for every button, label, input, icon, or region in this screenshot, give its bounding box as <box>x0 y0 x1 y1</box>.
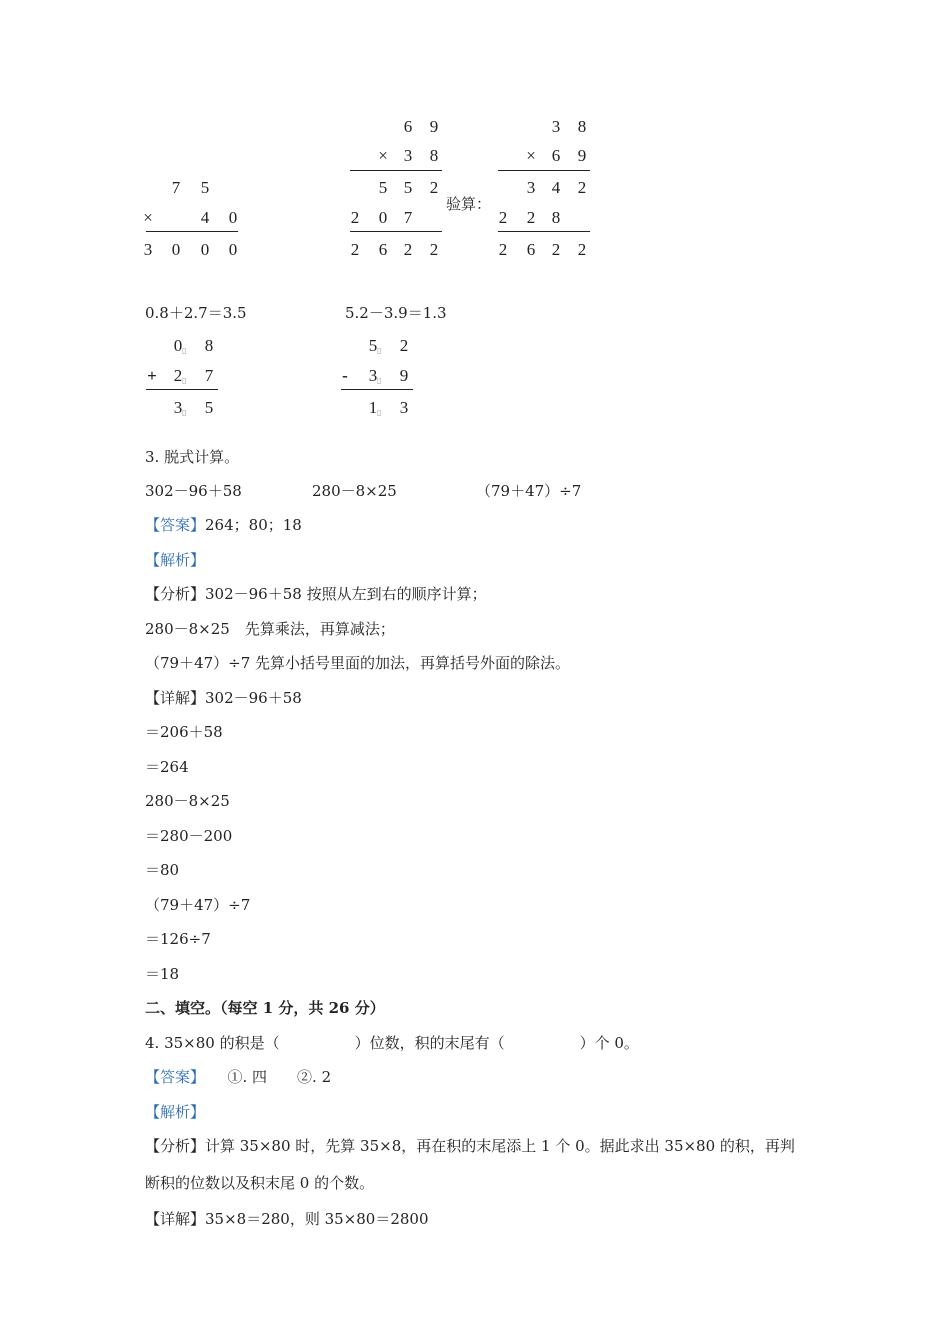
q4-answer: ①. 四 ②. 2 <box>197 1068 332 1086</box>
digit: 3 <box>173 398 183 417</box>
digit: 0 <box>200 240 210 259</box>
q3-detail-line: ＝18 <box>145 965 180 983</box>
rule-line <box>350 170 442 171</box>
digit: 0 <box>228 240 238 259</box>
operator: × <box>526 146 536 165</box>
rule-line <box>146 389 218 390</box>
decimal-point: ▯ <box>182 346 187 355</box>
digit: 7 <box>204 366 214 385</box>
digit: 8 <box>577 117 587 136</box>
q3-detail-line: ＝280－200 <box>145 827 233 845</box>
digit: 2 <box>577 240 587 259</box>
answer-tag: 【答案】 <box>145 1068 198 1086</box>
question-4: 4. 35×80 的积是（ ）位数，积的末尾有（ ）个 0。 <box>145 1034 639 1052</box>
decimal-point: ▯ <box>377 408 382 417</box>
question-3-title: 3. 脱式计算。 <box>145 448 240 466</box>
q3-detail-line: ＝206＋58 <box>145 723 223 741</box>
analysis-tag: 【解析】 <box>145 1103 206 1121</box>
digit: 2 <box>577 178 587 197</box>
digit: 3 <box>368 366 378 385</box>
digit: 2 <box>551 240 561 259</box>
q3-analysis: 【分析】302－96＋58 按照从左到右的顺序计算； <box>145 585 487 603</box>
digit: 6 <box>378 240 388 259</box>
rule-line <box>146 231 238 232</box>
operator: × <box>378 146 388 165</box>
digit: 4 <box>200 208 210 227</box>
digit: 3 <box>403 146 413 165</box>
digit: 0 <box>173 336 183 355</box>
digit: 0 <box>171 240 181 259</box>
digit: 1 <box>368 398 378 417</box>
digit: 0 <box>228 208 238 227</box>
q3-detail-line: 280－8×25 <box>145 792 230 810</box>
digit: 6 <box>551 146 561 165</box>
q3-analysis: 280－8×25 先算乘法，再算减法； <box>145 620 395 638</box>
digit: 3 <box>551 117 561 136</box>
digit: 2 <box>429 240 439 259</box>
rule-line <box>341 389 413 390</box>
digit: 9 <box>399 366 409 385</box>
digit: 2 <box>498 208 508 227</box>
digit: 2 <box>498 240 508 259</box>
q3-expression: 302－96＋58 <box>145 482 242 500</box>
digit: 4 <box>551 178 561 197</box>
analysis-tag: 【解析】 <box>145 551 206 569</box>
operator: - <box>342 366 348 385</box>
digit: 0 <box>378 208 388 227</box>
digit: 8 <box>551 208 561 227</box>
q4-analysis: 断积的位数以及积末尾 0 的个数。 <box>145 1174 375 1192</box>
q4-detail: 【详解】35×8＝280，则 35×80＝2800 <box>145 1210 429 1228</box>
rule-line <box>498 170 590 171</box>
q3-analysis: （79＋47）÷7 先算小括号里面的加法，再算括号外面的除法。 <box>145 654 571 672</box>
digit: 7 <box>403 208 413 227</box>
digit: 2 <box>350 240 360 259</box>
digit: 3 <box>143 240 153 259</box>
digit: 2 <box>350 208 360 227</box>
digit: 2 <box>173 366 183 385</box>
digit: 3 <box>399 398 409 417</box>
q3-detail-line: ＝264 <box>145 758 189 776</box>
digit: 9 <box>429 117 439 136</box>
subtraction-equation: 5.2－3.9＝1.3 <box>345 304 447 322</box>
decimal-point: ▯ <box>377 376 382 385</box>
q3-detail-line: （79＋47）÷7 <box>145 896 251 914</box>
digit: 8 <box>429 146 439 165</box>
section-2-heading: 二、填空。（每空 1 分，共 26 分） <box>145 999 385 1017</box>
digit: 5 <box>403 178 413 197</box>
digit: 2 <box>403 240 413 259</box>
digit: 7 <box>171 178 181 197</box>
q4-answer-line <box>145 1067 331 1087</box>
digit: 3 <box>526 178 536 197</box>
q3-detail-line: 【详解】302－96＋58 <box>145 689 302 707</box>
decimal-point: ▯ <box>182 376 187 385</box>
operator: × <box>143 208 153 227</box>
digit: 2 <box>399 336 409 355</box>
answer-tag: 【答案】 <box>145 516 206 534</box>
q3-answer: 264；80；18 <box>205 516 302 534</box>
digit: 2 <box>526 208 536 227</box>
digit: 5 <box>200 178 210 197</box>
decimal-point: ▯ <box>377 346 382 355</box>
q3-answer-line <box>145 515 302 535</box>
digit: 5 <box>368 336 378 355</box>
digit: 8 <box>204 336 214 355</box>
q3-expression: 280－8×25 <box>312 482 397 500</box>
digit: 9 <box>577 146 587 165</box>
q3-detail-line: ＝80 <box>145 861 180 879</box>
q3-expression: （79＋47）÷7 <box>476 482 582 500</box>
q4-analysis: 【分析】计算 35×80 时，先算 35×8，再在积的末尾添上 1 个 0。据此求出 35×80 的积，再判 <box>145 1137 795 1155</box>
digit: 5 <box>204 398 214 417</box>
addition-equation: 0.8＋2.7＝3.5 <box>145 304 247 322</box>
check-label: 验算： <box>446 195 492 213</box>
digit: 2 <box>429 178 439 197</box>
digit: 5 <box>378 178 388 197</box>
rule-line <box>498 231 590 232</box>
digit: 6 <box>526 240 536 259</box>
q3-detail-line: ＝126÷7 <box>145 930 211 948</box>
rule-line <box>350 231 442 232</box>
operator: + <box>147 366 157 385</box>
decimal-point: ▯ <box>182 408 187 417</box>
digit: 6 <box>403 117 413 136</box>
